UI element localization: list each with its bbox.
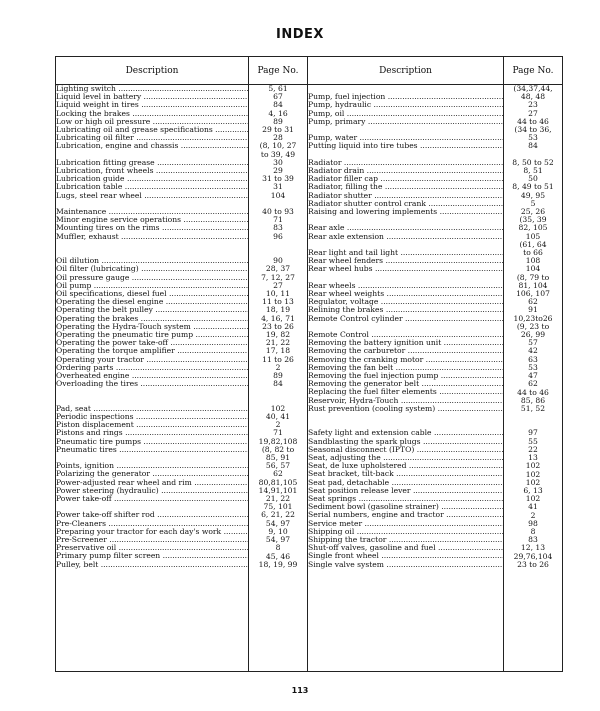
index-entry: Rear light and tail light ..... bbox=[308, 249, 503, 257]
page-ref: 27 bbox=[273, 281, 283, 290]
index-entry: Pump, hydraulic ..... bbox=[308, 101, 503, 109]
index-entry bbox=[56, 454, 248, 462]
left-page-column bbox=[249, 85, 308, 672]
page-ref: 5 bbox=[530, 199, 536, 208]
page-ref: 71 bbox=[273, 429, 283, 438]
index-entry: Removing the battery ignition unit ..... bbox=[308, 339, 503, 347]
page-ref: (8, 82 to bbox=[261, 445, 295, 454]
index-entry: Shipping the tractor ..... bbox=[308, 536, 503, 544]
page-ref: 83 bbox=[273, 224, 283, 233]
page-ref: 106, 107 bbox=[516, 290, 550, 299]
index-entry: Power take-off ..... bbox=[56, 495, 248, 503]
index-entry: Remote Control ..... bbox=[308, 331, 503, 339]
page-title: INDEX bbox=[276, 27, 324, 42]
page-ref: 75, 101 bbox=[263, 503, 293, 512]
index-entry: Seasonal disconnect (IPTO) ..... bbox=[308, 446, 503, 454]
page-ref: 29 bbox=[273, 167, 283, 176]
index-entry: Radiator drain ..... bbox=[308, 167, 503, 175]
index-entry: Lubricating oil and grease specifications ..... bbox=[56, 126, 248, 134]
index-entry: Rear wheel hubs ..... bbox=[308, 265, 503, 273]
index-entry: Lugs, steel rear wheel ..... bbox=[56, 192, 248, 200]
page-ref: 45, 46 bbox=[265, 552, 291, 561]
page-ref: 47 bbox=[528, 372, 538, 381]
index-entry: Ordering parts ..... bbox=[56, 364, 248, 372]
index-entry: Reservoir, Hydra-Touch ..... bbox=[308, 397, 503, 405]
page-ref: 14,91,101 bbox=[258, 486, 298, 495]
page-ref: 84 bbox=[528, 142, 538, 151]
page-ref: 21, 22 bbox=[265, 339, 291, 348]
index-entry: Seat position release lever ..... bbox=[308, 487, 503, 495]
index-entry: Mounting tires on the rims ..... bbox=[56, 224, 248, 232]
index-entry: Rear wheel fenders ..... bbox=[308, 257, 503, 265]
page-ref: 31 to 39 bbox=[262, 175, 294, 184]
page-ref: 22 bbox=[528, 445, 538, 454]
page-ref: 102 bbox=[525, 495, 541, 504]
page-ref: 28, 37 bbox=[265, 265, 291, 274]
index-entry: Operating the belt pulley ..... bbox=[56, 306, 248, 314]
index-entry: Oil specifications, diesel fuel ..... bbox=[56, 290, 248, 298]
page-ref: 105 bbox=[525, 232, 541, 241]
index-entry: Removing the fan belt ..... bbox=[308, 364, 503, 372]
index-entry: Single front wheel ..... bbox=[308, 552, 503, 560]
page-ref: to 66 bbox=[523, 249, 543, 258]
page-ref: 12, 13 bbox=[520, 544, 546, 553]
index-entry: Operating the diesel engine ..... bbox=[56, 298, 248, 306]
page-ref: 11 to 13 bbox=[262, 298, 294, 307]
index-entry: Minor engine service operations ..... bbox=[56, 216, 248, 224]
page-ref: 5, 61 bbox=[268, 85, 288, 93]
index-entry: Power steering (hydraulic) ..... bbox=[56, 487, 248, 495]
page-ref: 91 bbox=[528, 306, 538, 315]
index-entry: Lubrication guide ..... bbox=[56, 175, 248, 183]
page-ref: 10,23to26 bbox=[513, 314, 553, 323]
page-ref: 51, 52 bbox=[520, 404, 546, 413]
page-ref: 89 bbox=[273, 117, 283, 126]
page-ref: 54, 97 bbox=[265, 519, 291, 528]
page-ref: 102 bbox=[525, 462, 541, 471]
index-entry: Rear axle extension ..... bbox=[308, 233, 503, 241]
index-entry: Pneumatic tire pumps ..... bbox=[56, 438, 248, 446]
page-ref: 81, 104 bbox=[518, 281, 548, 290]
index-entry: Locking the brakes ..... bbox=[56, 110, 248, 118]
index-entry: Oil dilution ..... bbox=[56, 257, 248, 265]
page-ref: 8 bbox=[275, 544, 281, 553]
index-entry: Lubrication, front wheels ..... bbox=[56, 167, 248, 175]
page-ref: 104 bbox=[525, 265, 541, 274]
page-ref: 85, 91 bbox=[265, 454, 291, 463]
page-ref: 63 bbox=[528, 355, 538, 364]
page-ref: 83 bbox=[528, 536, 538, 545]
page-ref: 54, 97 bbox=[265, 536, 291, 545]
page-ref: 29,76,104 bbox=[513, 552, 553, 561]
page-ref: 90 bbox=[273, 257, 283, 266]
index-entry: Removing the carburetor ..... bbox=[308, 347, 503, 355]
page-ref: 31 bbox=[273, 183, 283, 192]
index-entry: Pre-Cleaners ..... bbox=[56, 520, 248, 528]
page-ref: 62 bbox=[273, 470, 283, 479]
index-entry: Radiator shutter ..... bbox=[308, 192, 503, 200]
page-ref: (9, 23 to bbox=[516, 322, 550, 331]
index-entry: Operating the pneumatic tire pump ..... bbox=[56, 331, 248, 339]
page-ref: 84 bbox=[273, 380, 283, 389]
page-ref: (34,37,44, bbox=[513, 85, 553, 93]
index-entry: Operating your tractor ..... bbox=[56, 356, 248, 364]
page-ref: 21, 22 bbox=[265, 495, 291, 504]
index-entry: Pump, oil ..... bbox=[308, 110, 503, 118]
page-ref: 108 bbox=[525, 257, 541, 266]
index-entry: Overloading the tires ..... bbox=[56, 380, 248, 388]
index-entry: Serial numbers, engine and tractor ..... bbox=[308, 511, 503, 519]
index-entry bbox=[56, 503, 248, 511]
index-entry: Oil pressure gauge ..... bbox=[56, 274, 248, 282]
index-entry: Seat springs ..... bbox=[308, 495, 503, 503]
index-entry: Rear wheels ..... bbox=[308, 282, 503, 290]
page-ref: 42 bbox=[528, 347, 538, 356]
page-ref: 23 bbox=[528, 101, 538, 110]
index-entry: Rust prevention (cooling system) ..... bbox=[308, 405, 503, 413]
index-entry: Radiator ..... bbox=[308, 159, 503, 167]
page-ref: 19, 82 bbox=[265, 331, 291, 340]
index-entry: Raising and lowering implements ..... bbox=[308, 208, 503, 216]
page-ref: 25, 26 bbox=[520, 208, 546, 217]
page-ref: (61, 64 bbox=[519, 240, 547, 249]
index-entry: Pistons and rings ..... bbox=[56, 429, 248, 437]
index-entry: Service meter ..... bbox=[308, 520, 503, 528]
page-ref: 29 to 31 bbox=[262, 126, 294, 135]
index-entry: Removing the fuel injection pump ..... bbox=[308, 372, 503, 380]
page-ref: 40, 41 bbox=[265, 413, 291, 422]
page-ref: 6, 13 bbox=[523, 486, 543, 495]
page-ref: 40 to 93 bbox=[262, 208, 294, 217]
index-entry: Pump, fuel injection ..... bbox=[308, 93, 503, 101]
page-ref: 4, 16 bbox=[268, 109, 288, 118]
index-entry: Primary pump filter screen ..... bbox=[56, 552, 248, 560]
page-ref: 9, 10 bbox=[268, 527, 288, 536]
page-ref: 97 bbox=[528, 429, 538, 438]
index-entry: Seat pad, detachable ..... bbox=[308, 479, 503, 487]
index-entry: Preservative oil ..... bbox=[56, 544, 248, 552]
index-entry: Polarizing the generator ..... bbox=[56, 470, 248, 478]
right-description-column bbox=[308, 85, 504, 672]
page-ref: (35, 39 bbox=[519, 216, 547, 225]
page-ref: 8, 51 bbox=[523, 167, 543, 176]
index-entry: Maintenance ..... bbox=[56, 208, 248, 216]
page-ref: 4, 16, 71 bbox=[261, 314, 295, 323]
right-page-column bbox=[504, 85, 563, 672]
index-entry: Sediment bowl (gasoline strainer) ..... bbox=[308, 503, 503, 511]
index-entry: Piston displacement ..... bbox=[56, 421, 248, 429]
page-ref: 11 to 26 bbox=[262, 355, 294, 364]
page-ref: 55 bbox=[528, 437, 538, 446]
page-ref: 41 bbox=[528, 503, 538, 512]
index-entry: Relining the brakes ..... bbox=[308, 306, 503, 314]
index-entry: Remote Control cylinder ..... bbox=[308, 315, 503, 323]
page-ref: 49, 95 bbox=[520, 191, 546, 200]
page-ref: 23 to 26 bbox=[262, 322, 294, 331]
index-entry: Periodic inspections ..... bbox=[56, 413, 248, 421]
page-ref: 44 to 46 bbox=[517, 117, 549, 126]
page-ref: 53 bbox=[528, 363, 538, 372]
page-ref: 13 bbox=[528, 454, 538, 463]
index-entry: Oil pump ..... bbox=[56, 282, 248, 290]
page-ref: 96 bbox=[273, 232, 283, 241]
page-ref: 57 bbox=[528, 339, 538, 348]
index-entry: Operating the torque amplifier ..... bbox=[56, 347, 248, 355]
page-ref: 2 bbox=[530, 511, 536, 520]
index-entry: Pump, primary ..... bbox=[308, 118, 503, 126]
page-ref: 48, 48 bbox=[520, 93, 546, 102]
page-ref: 10, 11 bbox=[265, 290, 291, 299]
index-entry: Operating the brakes ..... bbox=[56, 315, 248, 323]
page-ref: 17, 18 bbox=[265, 347, 291, 356]
page-ref: 8, 50 to 52 bbox=[512, 158, 554, 167]
index-entry: Rear axle ..... bbox=[308, 224, 503, 232]
index-entry bbox=[56, 151, 248, 159]
left-description-header: Description bbox=[56, 57, 249, 85]
index-entry: Rear wheel weights ..... bbox=[308, 290, 503, 298]
index-entry: Removing the generator belt ..... bbox=[308, 380, 503, 388]
index-entry: Pump, water ..... bbox=[308, 134, 503, 142]
index-entry: Safety light and extension cable ..... bbox=[308, 429, 503, 437]
index-entry: Operating the power take-off ..... bbox=[56, 339, 248, 347]
index-entry: Sandblasting the spark plugs ..... bbox=[308, 438, 503, 446]
index-entry: Pulley, belt ..... bbox=[56, 561, 248, 569]
index-entry: Overheated engine ..... bbox=[56, 372, 248, 380]
page-ref: 102 bbox=[525, 470, 541, 479]
right-page-header: Page No. bbox=[504, 57, 563, 85]
index-entry: Replacing the fuel filter elements ..... bbox=[308, 388, 503, 396]
index-entry: Radiator filler cap ..... bbox=[308, 175, 503, 183]
page-ref: 18, 19, 99 bbox=[258, 560, 298, 569]
index-entry: Oil filter (lubricating) ..... bbox=[56, 265, 248, 273]
page-ref: 2 bbox=[275, 363, 281, 372]
page-ref: (8, 10, 27 bbox=[259, 142, 297, 151]
page-ref: 104 bbox=[270, 191, 286, 200]
page-ref: 7, 12, 27 bbox=[261, 273, 295, 282]
page-ref: 53 bbox=[528, 134, 538, 143]
index-entry: Putting liquid into tire tubes ..... bbox=[308, 142, 503, 150]
index-entry: Shut-off valves, gasoline and fuel ..... bbox=[308, 544, 503, 552]
page-ref: 89 bbox=[273, 372, 283, 381]
page-ref: 44 to 46 bbox=[517, 388, 549, 397]
right-description-header: Description bbox=[308, 57, 504, 85]
page-ref: (34 to 36, bbox=[514, 126, 552, 135]
index-entry: Preparing your tractor for each day's work ..... bbox=[56, 528, 248, 536]
index-entry: Pneumatic tires ..... bbox=[56, 446, 248, 454]
index-entry bbox=[308, 241, 503, 249]
page-ref: 62 bbox=[528, 298, 538, 307]
page-ref: 80,81,105 bbox=[258, 478, 298, 487]
index-entry: Power take-off shifter rod ..... bbox=[56, 511, 248, 519]
index-table bbox=[55, 56, 563, 672]
page-ref: 18, 19 bbox=[265, 306, 291, 315]
page-ref: 28 bbox=[273, 134, 283, 143]
index-entry bbox=[308, 85, 503, 93]
index-entry: Seat, adjusting the ..... bbox=[308, 454, 503, 462]
page-ref: 84 bbox=[273, 101, 283, 110]
page-ref: 102 bbox=[270, 404, 286, 413]
page-ref: 23 to 26 bbox=[517, 560, 549, 569]
page-ref: 102 bbox=[525, 478, 541, 487]
left-description-column bbox=[56, 85, 249, 672]
page-ref: 19,82,108 bbox=[258, 437, 298, 446]
index-entry: Pad, seat ..... bbox=[56, 405, 248, 413]
page-ref: 62 bbox=[528, 380, 538, 389]
index-entry: Radiator shutter control crank ..... bbox=[308, 200, 503, 208]
page-ref: 82, 105 bbox=[518, 224, 548, 233]
index-entry bbox=[308, 216, 503, 224]
page-ref: 27 bbox=[528, 109, 538, 118]
index-entry bbox=[308, 126, 503, 134]
page-number: 113 bbox=[291, 686, 309, 695]
index-entry: Seat bracket, tilt-back ..... bbox=[308, 470, 503, 478]
index-entry: Pre-Screener ..... bbox=[56, 536, 248, 544]
page-ref: 8 bbox=[530, 527, 536, 536]
index-entry: Regulator, voltage ..... bbox=[308, 298, 503, 306]
index-entry: Liquid weight in tires ..... bbox=[56, 101, 248, 109]
left-page-header: Page No. bbox=[249, 57, 308, 85]
index-entry: Removing the cranking motor ..... bbox=[308, 356, 503, 364]
index-entry: Low or high oil pressure ..... bbox=[56, 118, 248, 126]
page-ref: 71 bbox=[273, 216, 283, 225]
index-entry bbox=[308, 323, 503, 331]
index-entry: Lubrication, engine and chassis ..... bbox=[56, 142, 248, 150]
index-entry: Lighting switch ..... bbox=[56, 85, 248, 93]
index-entry: Points, ignition ..... bbox=[56, 462, 248, 470]
page-ref: 50 bbox=[528, 175, 538, 184]
page-ref: 56, 57 bbox=[265, 462, 291, 471]
page-ref: 8, 49 to 51 bbox=[512, 183, 554, 192]
page-ref: 2 bbox=[275, 421, 281, 430]
index-entry: Power-adjusted rear wheel and rim ..... bbox=[56, 479, 248, 487]
page-ref: (8, 79 to bbox=[516, 273, 550, 282]
page-ref: 98 bbox=[528, 519, 538, 528]
page-ref: 85, 86 bbox=[520, 396, 546, 405]
index-entry: Radiator, filling the ..... bbox=[308, 183, 503, 191]
index-entry: Lubrication fitting grease ..... bbox=[56, 159, 248, 167]
page-ref: 6, 21, 22 bbox=[261, 511, 295, 520]
index-entry: Shipping oil ..... bbox=[308, 528, 503, 536]
page-ref: to 39, 49 bbox=[260, 150, 296, 159]
index-entry bbox=[308, 274, 503, 282]
index-entry: Liquid level in battery ..... bbox=[56, 93, 248, 101]
index-entry: Lubrication table ..... bbox=[56, 183, 248, 191]
page-ref: 30 bbox=[273, 158, 283, 167]
index-entry: Operating the Hydra-Touch system ..... bbox=[56, 323, 248, 331]
index-entry: Lubricating oil filter ..... bbox=[56, 134, 248, 142]
page-ref: 67 bbox=[273, 93, 283, 102]
index-entry: Muffler, exhaust ..... bbox=[56, 233, 248, 241]
index-entry: Seat, de luxe upholstered ..... bbox=[308, 462, 503, 470]
page-ref: 26, 99 bbox=[520, 331, 546, 340]
index-entry: Single valve system ..... bbox=[308, 561, 503, 569]
